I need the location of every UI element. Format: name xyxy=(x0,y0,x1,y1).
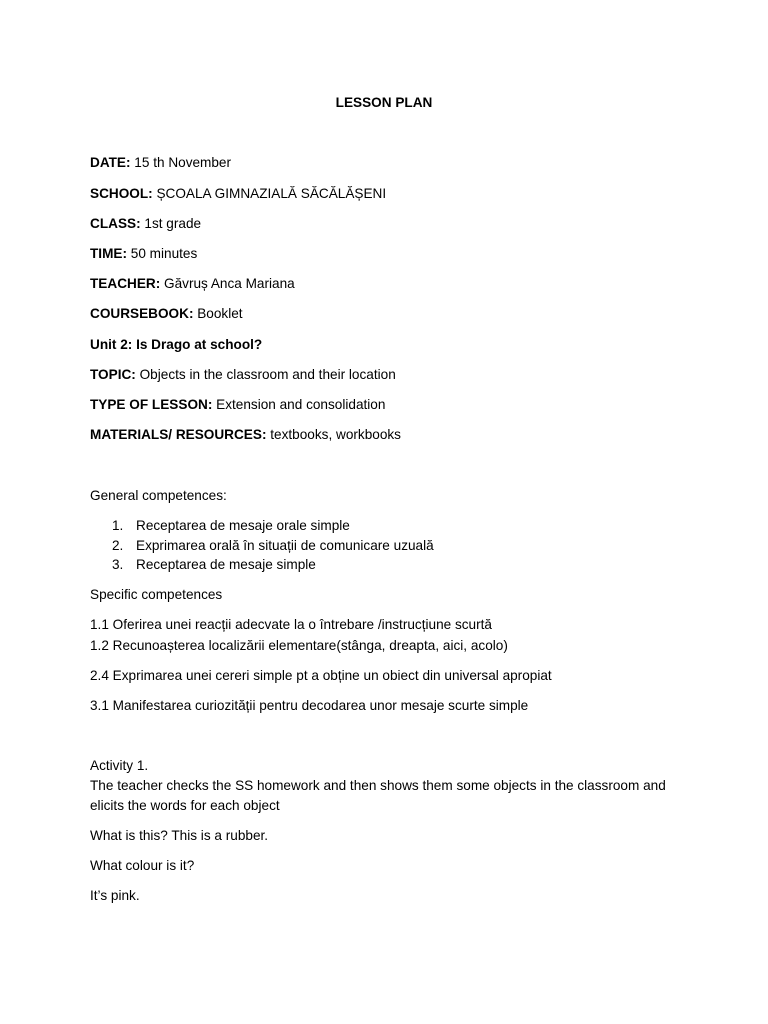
field-value: 50 minutes xyxy=(127,246,198,261)
field-lesson-type xyxy=(90,396,385,414)
specific-competence-item: 3.1 Manifestarea curiozității pentru decodarea unor mesaje scurte simple xyxy=(90,698,529,713)
list-item-number: 2. xyxy=(112,538,124,553)
page-title: LESSON PLAN xyxy=(335,95,433,110)
field-label: DATE: xyxy=(90,155,131,170)
field-value: Booklet xyxy=(193,306,243,321)
activity-title: Activity 1. xyxy=(90,758,149,773)
field-label: TIME: xyxy=(90,246,127,261)
list-item-number: 1. xyxy=(112,518,124,533)
field-value: textbooks, workbooks xyxy=(266,427,401,442)
specific-competences-heading: Specific competences xyxy=(90,587,223,602)
field-value: Objects in the classroom and their location xyxy=(135,367,396,382)
field-label: MATERIALS/ RESOURCES: xyxy=(90,427,267,442)
specific-competence-item: 1.2 Recunoașterea localizării elementare(stânga, dreapta, aici, acolo) xyxy=(90,638,508,653)
activity-description: The teacher checks the SS homework and then shows them some objects in the classroom and elicits the words for each object xyxy=(90,778,666,813)
field-label: COURSEBOOK: xyxy=(90,306,194,321)
field-time xyxy=(90,245,197,263)
specific-competence-item: 2.4 Exprimarea unei cereri simple pt a obține un obiect din universal apropiat xyxy=(90,668,552,683)
specific-competence-item: 1.1 Oferirea unei reacții adecvate la o întrebare /instrucțiune scurtă xyxy=(90,617,492,632)
list-item-number: 3. xyxy=(112,557,124,572)
field-label: CLASS: xyxy=(90,216,141,231)
field-coursebook xyxy=(90,305,243,323)
field-value: 1st grade xyxy=(140,216,202,231)
general-competences-heading: General competences: xyxy=(90,488,227,503)
field-label: TEACHER: xyxy=(90,276,161,291)
dialog-line: What colour is it? xyxy=(90,858,195,873)
field-value: 15 th November xyxy=(130,155,232,170)
field-teacher xyxy=(90,275,295,293)
field-label: TOPIC: xyxy=(90,367,136,382)
list-item: Receptarea de mesaje orale simple xyxy=(136,518,350,533)
field-materials xyxy=(90,426,401,444)
field-class xyxy=(90,215,201,233)
field-label: TYPE OF LESSON: xyxy=(90,397,213,412)
field-label: SCHOOL: xyxy=(90,186,153,201)
field-value: ȘCOALA GIMNAZIALĂ SĂCĂLĂȘENI xyxy=(152,186,387,201)
list-item: Receptarea de mesaje simple xyxy=(136,557,316,572)
unit-heading: Unit 2: Is Drago at school? xyxy=(90,337,263,352)
dialog-line: What is this? This is a rubber. xyxy=(90,828,269,843)
field-school xyxy=(90,185,386,203)
list-item: Exprimarea orală în situații de comunicare uzuală xyxy=(136,538,434,553)
dialog-line: It’s pink. xyxy=(90,888,140,903)
field-topic xyxy=(90,366,396,384)
field-value: Extension and consolidation xyxy=(212,397,386,412)
field-date xyxy=(90,154,231,172)
field-value: Găvruș Anca Mariana xyxy=(160,276,295,291)
